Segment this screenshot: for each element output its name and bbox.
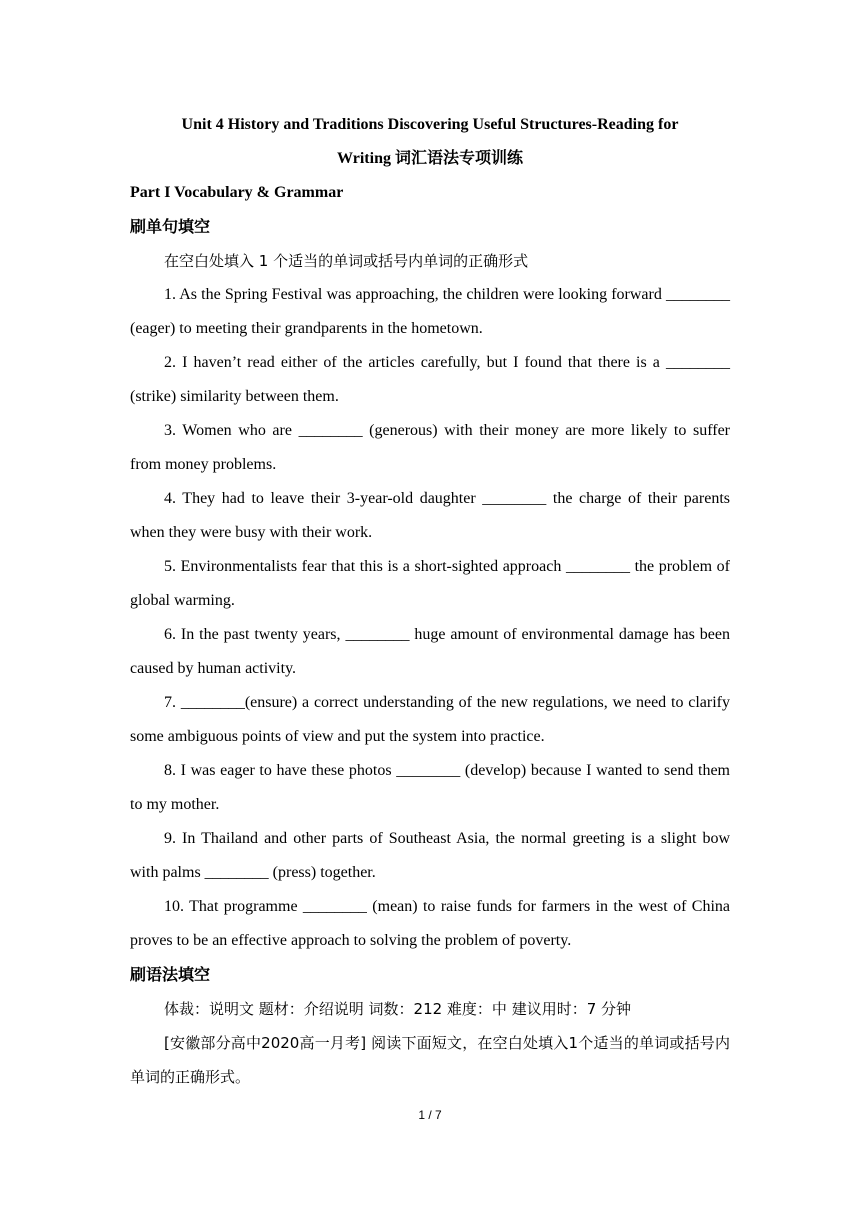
document-page bbox=[130, 108, 730, 1094]
page-number: 1 / 7 bbox=[418, 1108, 442, 1122]
grammar-section-instruction: [安徽部分高中2020高一月考] 阅读下面短文，在空白处填入1个适当的单词或括号内单词的正确形式。 bbox=[130, 1034, 730, 1086]
part-heading: Part I Vocabulary & Grammar bbox=[130, 184, 344, 201]
sentence-item: 9. In Thailand and other parts of Southeast Asia, the normal greeting is a slight bow with palms ________ (press) together. bbox=[130, 830, 730, 881]
sentence-item: 3. Women who are ________ (generous) with their money are more likely to suffer from money problems. bbox=[130, 422, 730, 473]
sentence-item: 1. As the Spring Festival was approaching, the children were looking forward ________ (eager) to meeting their grandparents in the hometown. bbox=[130, 286, 730, 337]
sentence-item: 5. Environmentalists fear that this is a short-sighted approach ________ the problem of global warming. bbox=[130, 558, 730, 609]
sentence-item: 7. ________(ensure) a correct understanding of the new regulations, we need to clarify some ambiguous points of view and put the system into practice. bbox=[130, 694, 730, 745]
sentence-item: 8. I was eager to have these photos ________ (develop) because I wanted to send them to my mother. bbox=[130, 762, 730, 813]
document-title-line-1: Unit 4 History and Traditions Discovering Useful Structures-Reading for bbox=[181, 116, 679, 133]
sentence-item: 10. That programme ________ (mean) to raise funds for farmers in the west of China proves to be an effective approach to solving the problem of poverty. bbox=[130, 898, 730, 949]
sentence-item: 6. In the past twenty years, ________ huge amount of environmental damage has been caused by human activity. bbox=[130, 626, 730, 677]
sentence-list bbox=[130, 278, 730, 958]
sentence-section-instruction: 在空白处填入 1 个适当的单词或括号内单词的正确形式 bbox=[164, 252, 529, 270]
grammar-section-meta: 体裁：说明文 题材：介绍说明 词数：212 难度：中 建议用时：7 分钟 bbox=[164, 1000, 632, 1018]
sentence-item: 4. They had to leave their 3-year-old daughter ________ the charge of their parents when they were busy with their work. bbox=[130, 490, 730, 541]
grammar-section-heading: 刷语法填空 bbox=[130, 965, 211, 984]
document-title-line-2: Writing 词汇语法专项训练 bbox=[337, 150, 523, 167]
sentence-section-heading: 刷单句填空 bbox=[130, 217, 211, 236]
sentence-item: 2. I haven’t read either of the articles carefully, but I found that there is a ________ (strike) similarity between them. bbox=[130, 354, 730, 405]
